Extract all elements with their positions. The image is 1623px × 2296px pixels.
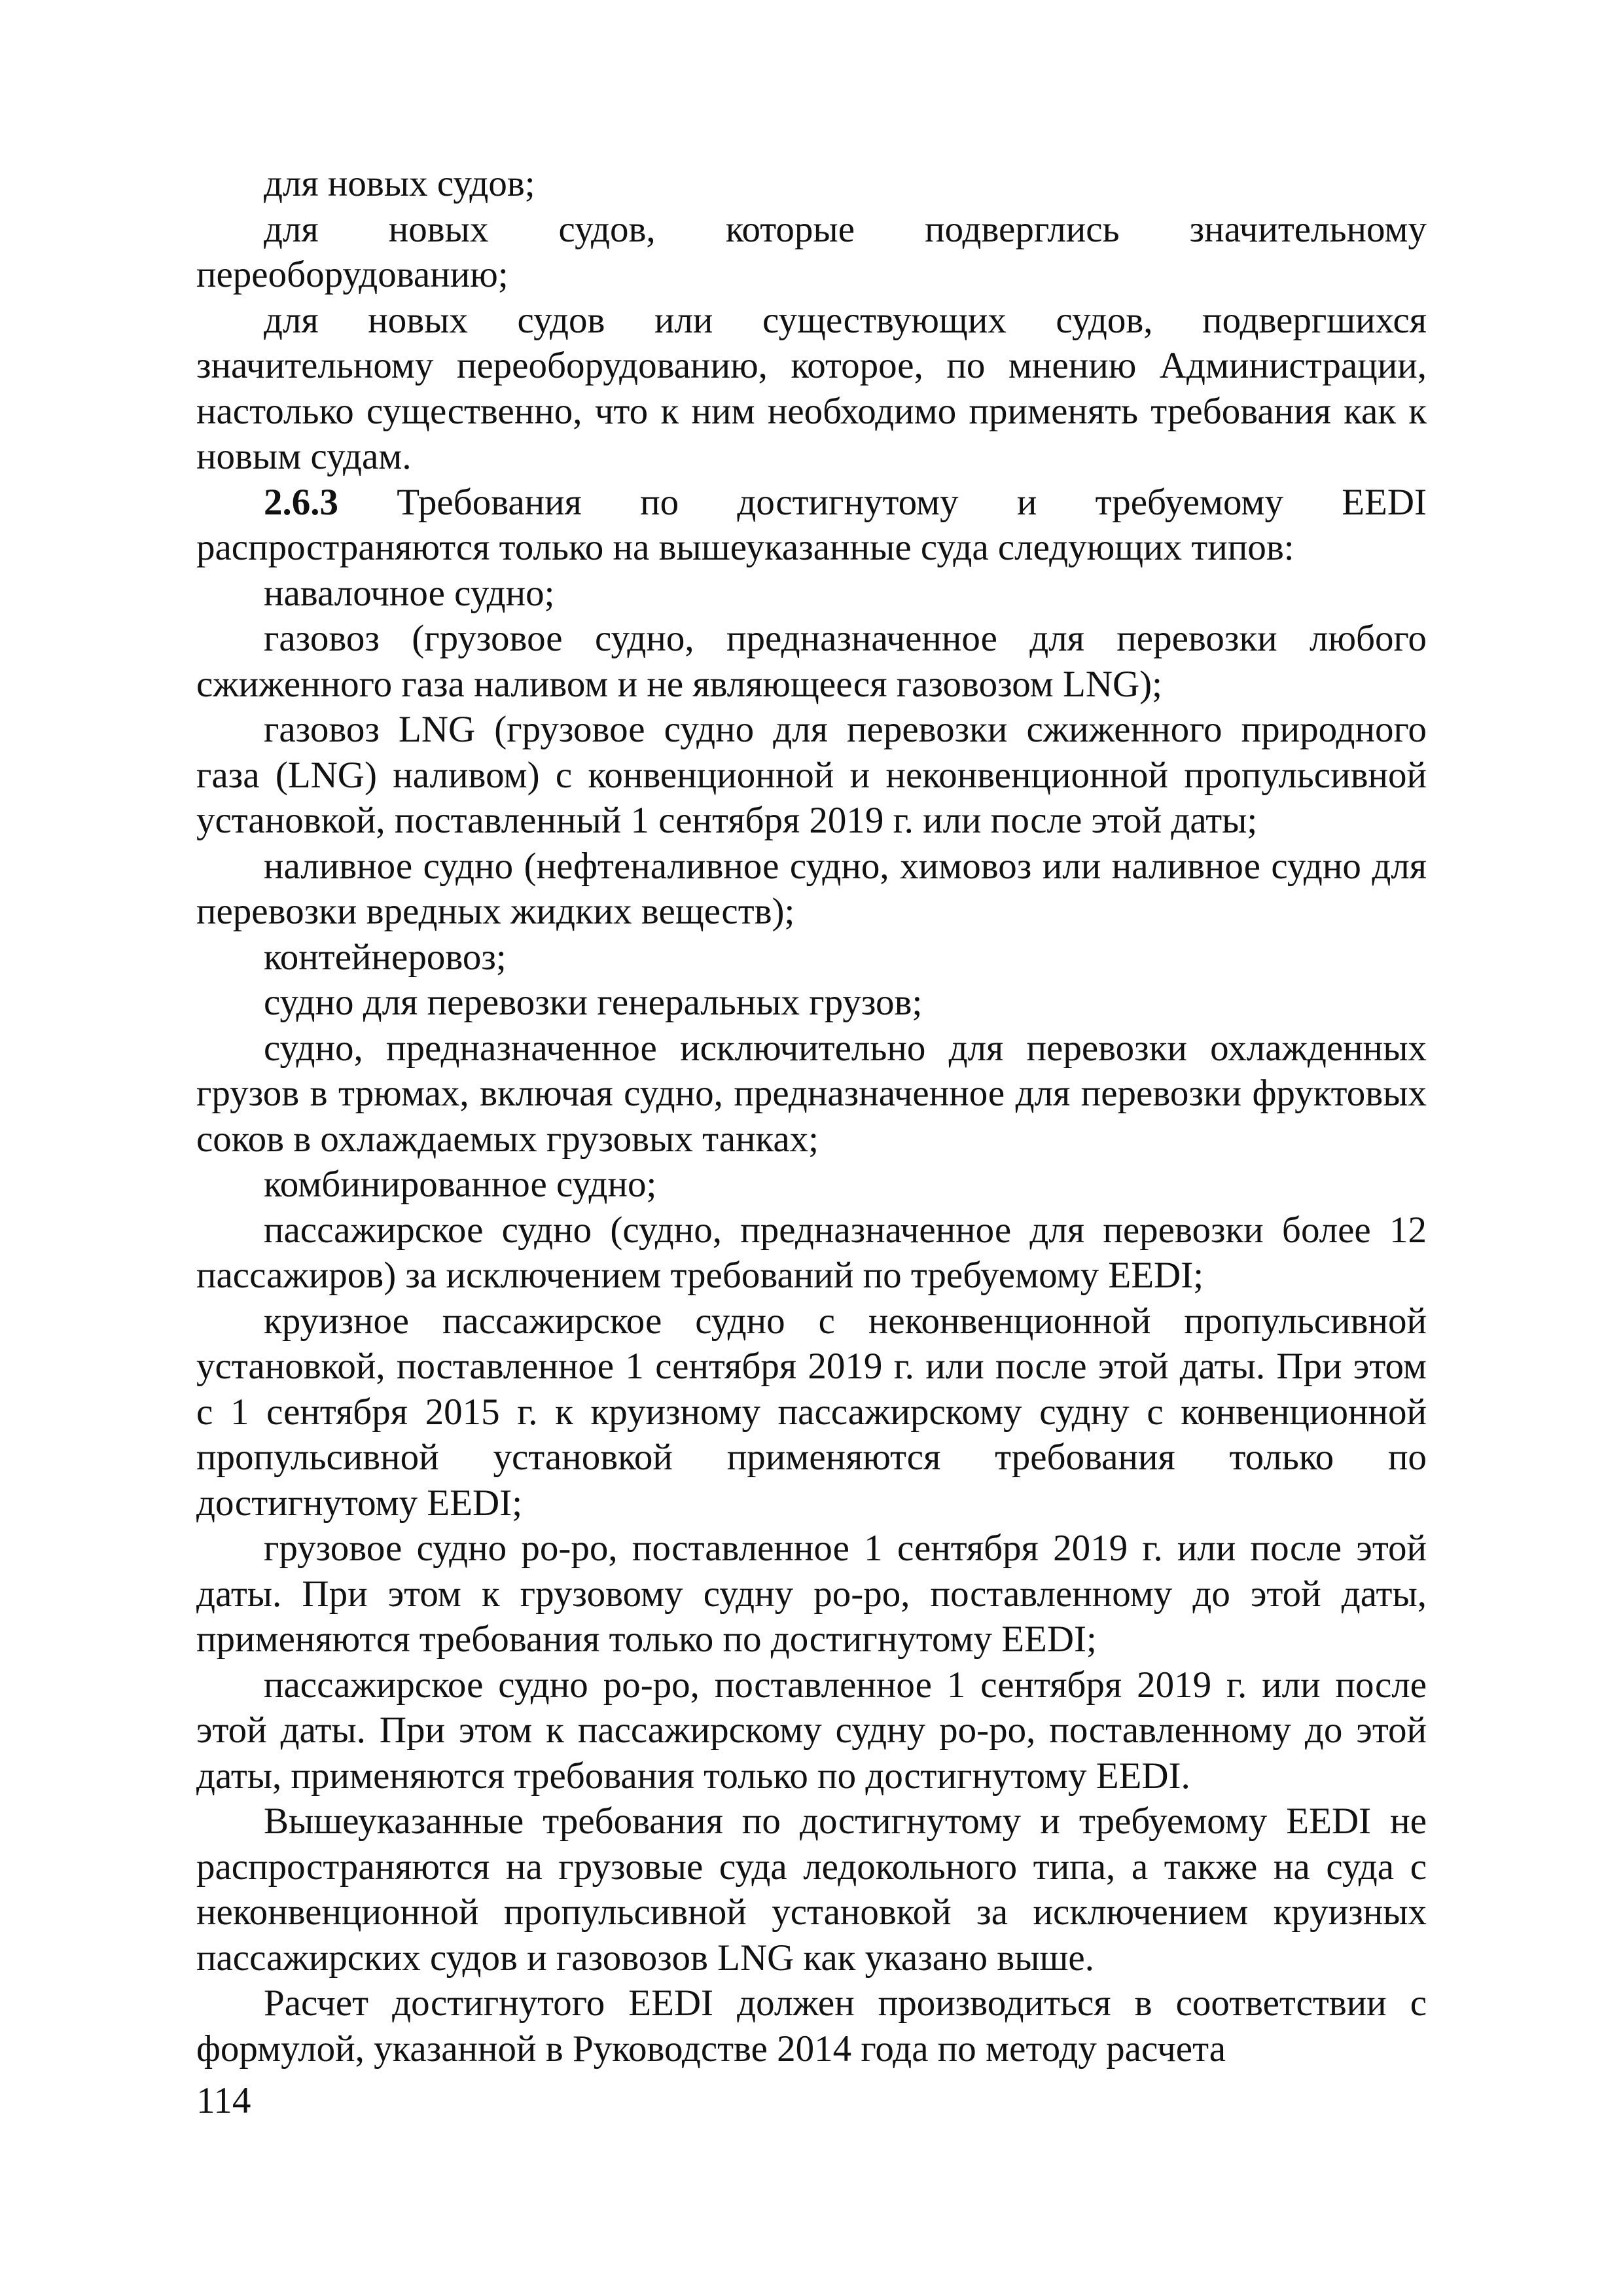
list-item: газовоз (грузовое судно, предназначенное для перевозки любого сжиженного газа наливом и не являющееся газовозом LNG);: [196, 618, 1427, 705]
list-item: судно, предназначенное исключительно для перевозки охлажденных грузов в трюмах, включая судно, предназначенное для перевозки фруктовых соков в охлаждаемых грузовых танках;: [196, 1027, 1427, 1160]
body-text: [196, 161, 1427, 2072]
section-paragraph-2-6-3: 2.6.3 Требования по достигнутому и требуемому EEDI распространяются только на вышеуказанные суда следующих типов:: [196, 481, 1427, 568]
section-number: 2.6.3: [264, 481, 338, 523]
paragraph: для новых судов;: [264, 163, 535, 204]
list-item: пассажирское судно (судно, предназначенное для перевозки более 12 пассажиров) за исключением требований по требуемому EEDI;: [196, 1209, 1427, 1296]
list-item: пассажирское судно ро-ро, поставленное 1 сентября 2019 г. или после этой даты. При этом к пассажирскому судну ро-ро, поставленному до этой даты, применяются требования только по достигнутому EEDI.: [196, 1664, 1427, 1797]
page-number: 114: [196, 2080, 251, 2121]
list-item: судно для перевозки генеральных грузов;: [264, 982, 923, 1023]
list-item: контейнеровоз;: [264, 936, 507, 978]
list-item: газовоз LNG (грузовое судно для перевозки сжиженного природного газа (LNG) наливом) с конвенционной и неконвенционной пропульсивной установкой, поставленный 1 сентября 2019 г. или после этой даты;: [196, 709, 1427, 841]
list-item: грузовое судно ро-ро, поставленное 1 сентября 2019 г. или после этой даты. При этом к грузовому судну ро-ро, поставленному до этой даты, применяются требования только по достигнутому EEDI;: [196, 1528, 1427, 1660]
paragraph: Вышеуказанные требования по достигнутому и требуемому EEDI не распространяются на грузовые суда ледокольного типа, а также на суда с неконвенционной пропульсивной установкой за исключением круизных пассажирских судов и газовозов LNG как указано выше.: [196, 1801, 1427, 1979]
paragraph: для новых судов или существующих судов, подвергшихся значительному переоборудованию, которое, по мнению Администрации, настолько существенно, что к ним необходимо применять требования как к новым судам.: [196, 299, 1427, 477]
paragraph: для новых судов, которые подверглись значительному переоборудованию;: [196, 208, 1427, 295]
list-item: наливное судно (нефтеналивное судно, химовоз или наливное судно для перевозки вредных жидких веществ);: [196, 845, 1427, 932]
paragraph: Расчет достигнутого EEDI должен производиться в соответствии с формулой, указанной в Руководстве 2014 года по методу расчета: [196, 1982, 1427, 2070]
list-item: круизное пассажирское судно с неконвенционной пропульсивной установкой, поставленное 1 сентября 2019 г. или после этой даты. При этом с 1 сентября 2015 г. к круизному пассажирскому судну с конвенционной пропульсивной установкой применяются требования только по достигнутому EEDI;: [196, 1300, 1427, 1524]
list-item: комбинированное судно;: [264, 1164, 657, 1205]
list-item: навалочное судно;: [264, 572, 555, 614]
